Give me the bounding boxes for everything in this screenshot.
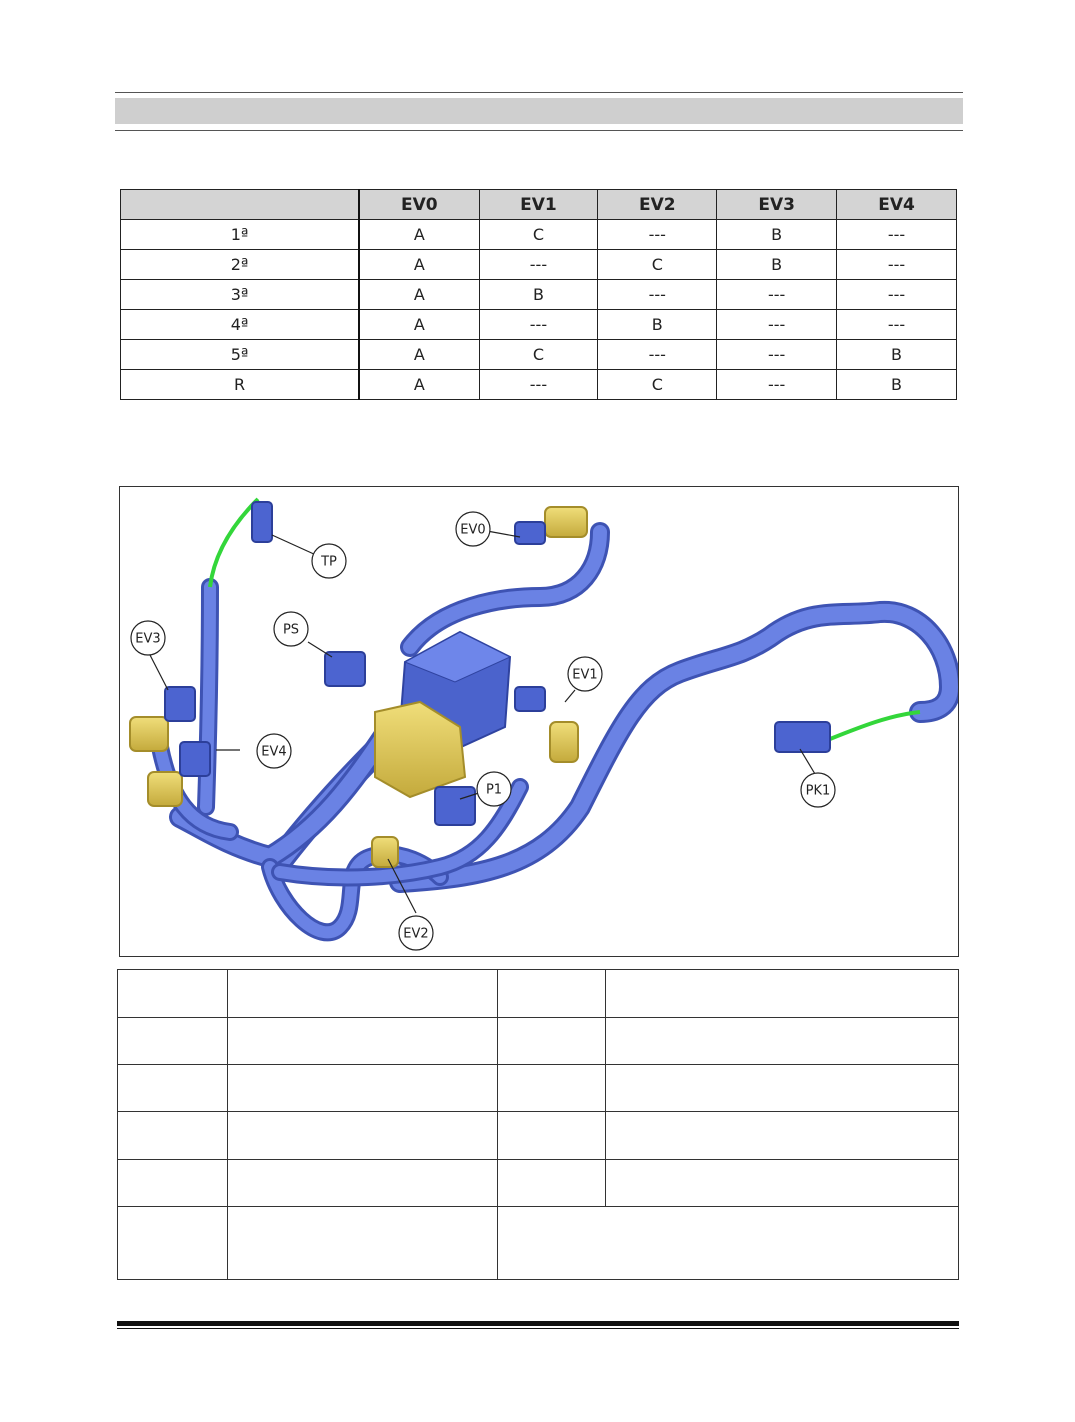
table-cell: B bbox=[479, 280, 598, 310]
table-cell: --- bbox=[717, 370, 837, 400]
table-cell: A bbox=[359, 370, 479, 400]
table-cell: --- bbox=[479, 310, 598, 340]
callout-label-ev3: EV3 bbox=[135, 631, 161, 647]
table-cell bbox=[227, 1065, 497, 1112]
table-cell bbox=[227, 1207, 497, 1280]
table-cell: --- bbox=[479, 370, 598, 400]
callout-label-ev4: EV4 bbox=[261, 744, 287, 760]
table-cell bbox=[118, 1160, 228, 1207]
gear-label: R bbox=[121, 370, 360, 400]
gear-table-header-ev2: EV2 bbox=[598, 190, 717, 220]
table-cell: B bbox=[598, 310, 717, 340]
table-cell bbox=[118, 970, 228, 1018]
table-cell: A bbox=[359, 220, 479, 250]
table-cell bbox=[227, 1018, 497, 1065]
ev0-connector-body bbox=[545, 507, 587, 537]
table-cell bbox=[118, 1065, 228, 1112]
footer-rule-thin bbox=[117, 1328, 959, 1329]
ps-plug bbox=[325, 652, 365, 686]
table-cell: B bbox=[717, 250, 837, 280]
table-row bbox=[121, 370, 957, 400]
ev1-connector-body bbox=[550, 722, 578, 762]
table-cell: --- bbox=[837, 310, 957, 340]
table-cell: --- bbox=[717, 340, 837, 370]
table-cell bbox=[497, 1065, 606, 1112]
table-cell bbox=[118, 1018, 228, 1065]
ev4-connector-body bbox=[148, 772, 182, 806]
gear-solenoid-table bbox=[120, 189, 957, 400]
gear-table-header-ev1: EV1 bbox=[479, 190, 598, 220]
table-cell: A bbox=[359, 250, 479, 280]
table-row bbox=[121, 280, 957, 310]
table-cell: C bbox=[598, 250, 717, 280]
table-cell: --- bbox=[598, 220, 717, 250]
table-cell bbox=[606, 1112, 959, 1160]
table-cell bbox=[497, 1160, 606, 1207]
ev3-connector-body bbox=[130, 717, 168, 751]
table-row bbox=[121, 310, 957, 340]
table-cell bbox=[118, 1112, 228, 1160]
gear-label: 1ª bbox=[121, 220, 360, 250]
footer-rule-thick bbox=[117, 1321, 959, 1326]
table-cell: C bbox=[479, 220, 598, 250]
table-cell-wide bbox=[497, 1207, 958, 1280]
ev4-plug bbox=[180, 742, 210, 776]
table-row bbox=[118, 1160, 959, 1207]
table-row bbox=[121, 220, 957, 250]
table-cell: --- bbox=[598, 280, 717, 310]
header-bar bbox=[115, 98, 963, 124]
table-cell: --- bbox=[837, 220, 957, 250]
table-cell bbox=[606, 1018, 959, 1065]
table-row bbox=[121, 250, 957, 280]
table-cell: --- bbox=[837, 250, 957, 280]
pk1-plug bbox=[775, 722, 830, 752]
table-cell bbox=[606, 1065, 959, 1112]
table-cell: B bbox=[837, 340, 957, 370]
gear-label: 5ª bbox=[121, 340, 360, 370]
table-cell: A bbox=[359, 340, 479, 370]
table-cell bbox=[497, 970, 606, 1018]
ev2-connector-body bbox=[372, 837, 398, 867]
table-cell bbox=[606, 1160, 959, 1207]
table-cell: C bbox=[598, 370, 717, 400]
harness-illustration bbox=[120, 487, 958, 956]
ev1-plug bbox=[515, 687, 545, 711]
gear-label: 3ª bbox=[121, 280, 360, 310]
table-cell: C bbox=[479, 340, 598, 370]
gear-table-header-ev0: EV0 bbox=[359, 190, 479, 220]
gear-label: 4ª bbox=[121, 310, 360, 340]
ev0-plug bbox=[515, 522, 545, 544]
gear-label: 2ª bbox=[121, 250, 360, 280]
table-cell: --- bbox=[837, 280, 957, 310]
table-cell bbox=[497, 1018, 606, 1065]
table-cell: --- bbox=[717, 280, 837, 310]
header-rule-bottom bbox=[115, 130, 963, 131]
callout-label-ev1: EV1 bbox=[572, 667, 598, 683]
table-row bbox=[118, 1018, 959, 1065]
ev3-plug bbox=[165, 687, 195, 721]
p1-plug bbox=[435, 787, 475, 825]
callout-label-tp: TP bbox=[321, 554, 337, 570]
table-cell bbox=[118, 1207, 228, 1280]
callout-label-pk1: PK1 bbox=[805, 783, 831, 799]
table-cell bbox=[227, 970, 497, 1018]
header-rule-top bbox=[115, 92, 963, 93]
wiring-harness-diagram bbox=[119, 486, 959, 957]
callout-label-ps: PS bbox=[282, 622, 300, 638]
table-row bbox=[118, 1065, 959, 1112]
table-cell bbox=[227, 1112, 497, 1160]
callout-label-ev0: EV0 bbox=[460, 522, 486, 538]
gear-table-header-row bbox=[121, 190, 957, 220]
callout-label-ev2: EV2 bbox=[403, 926, 429, 942]
table-row bbox=[118, 1112, 959, 1160]
table-cell: A bbox=[359, 280, 479, 310]
table-cell: --- bbox=[598, 340, 717, 370]
table-row bbox=[121, 340, 957, 370]
table-cell: B bbox=[717, 220, 837, 250]
table-row bbox=[118, 1207, 959, 1280]
tp-plug bbox=[252, 502, 272, 542]
gear-table-corner bbox=[121, 190, 360, 220]
table-cell: --- bbox=[479, 250, 598, 280]
callout-label-p1: P1 bbox=[485, 782, 503, 798]
table-cell bbox=[227, 1160, 497, 1207]
table-cell bbox=[606, 970, 959, 1018]
gear-table-header-ev3: EV3 bbox=[717, 190, 837, 220]
gear-table-header-ev4: EV4 bbox=[837, 190, 957, 220]
table-cell: --- bbox=[717, 310, 837, 340]
table-cell: B bbox=[837, 370, 957, 400]
table-cell bbox=[497, 1112, 606, 1160]
legend-table bbox=[117, 969, 959, 1280]
table-cell: A bbox=[359, 310, 479, 340]
table-row bbox=[118, 970, 959, 1018]
